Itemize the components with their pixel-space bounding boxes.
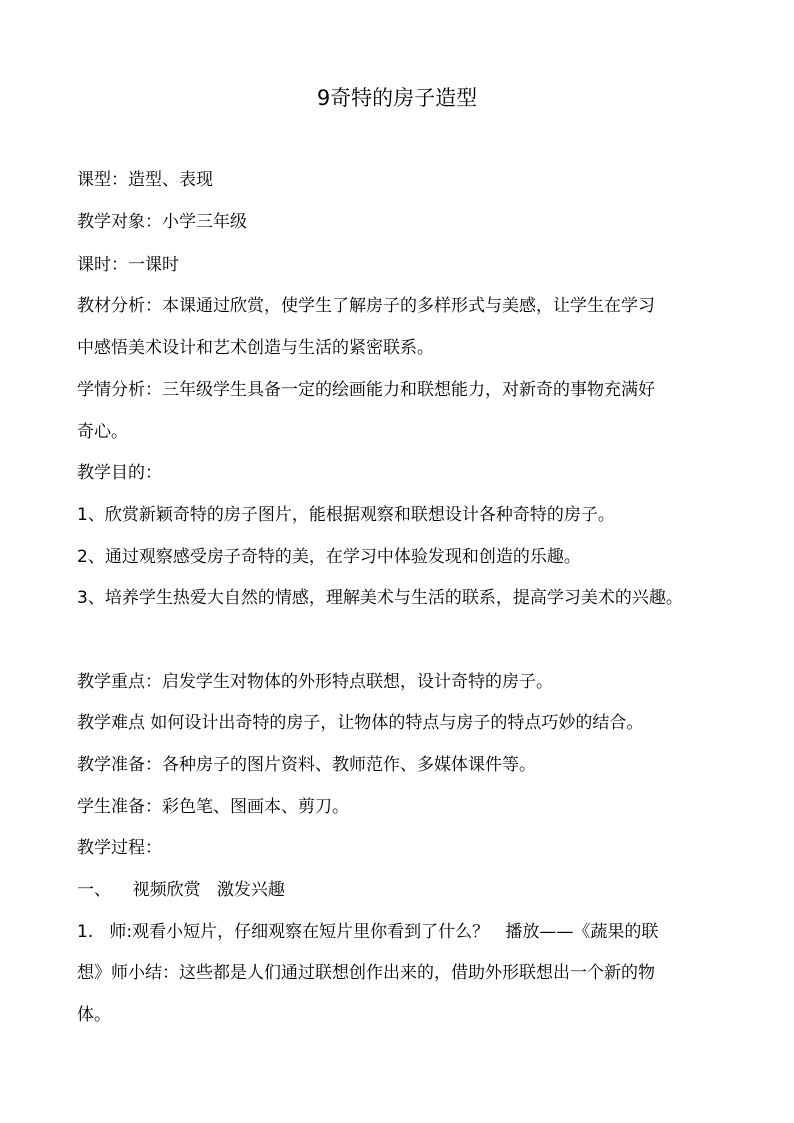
key-point-line: 教学重点：启发学生对物体的外形特点联想，设计奇特的房子。: [77, 672, 553, 692]
document-title: 9奇特的房子造型: [316, 86, 478, 110]
teaching-goals-heading: 教学目的：: [77, 463, 162, 483]
material-analysis-line-1: 教材分析：本课通过欣赏，使学生了解房子的多样形式与美感，让学生在学习: [77, 296, 655, 316]
teacher-prep-line: 教学准备：各种房子的图片资料、教师范作、多媒体课件等。: [77, 755, 536, 775]
difficulty-line: 教学难点 如何设计出奇特的房子，让物体的特点与房子的特点巧妙的结合。: [77, 713, 644, 733]
teaching-process-heading: 教学过程：: [77, 838, 162, 858]
section-one-heading: 一、 视频欣赏 激发兴趣: [77, 880, 285, 900]
teaching-target-line: 教学对象：小学三年级: [77, 212, 247, 232]
material-analysis-line-2: 中感悟美术设计和艺术创造与生活的紧密联系。: [77, 338, 434, 358]
goal-item-2: 2、通过观察感受房子奇特的美，在学习中体验发现和创造的乐趣。: [77, 547, 581, 567]
step-1-line-2: 想》师小结：这些都是人们通过联想创作出来的，借助外形联想出一个新的物: [77, 963, 655, 983]
step-1-line-1: 1. 师:观看小短片，仔细观察在短片里你看到了什么？ 播放——《蔬果的联: [77, 922, 659, 942]
step-1-line-3: 体。: [77, 1005, 111, 1025]
student-analysis-line-1: 学情分析：三年级学生具备一定的绘画能力和联想能力，对新奇的事物充满好: [77, 380, 655, 400]
lesson-type-line: 课型：造型、表现: [77, 170, 213, 190]
class-hours-line: 课时：一课时: [77, 255, 179, 275]
student-prep-line: 学生准备：彩色笔、图画本、剪刀。: [77, 797, 349, 817]
goal-item-3: 3、培养学生热爱大自然的情感，理解美术与生活的联系，提高学习美术的兴趣。: [77, 588, 683, 608]
goal-item-1: 1、欣赏新颖奇特的房子图片，能根据观察和联想设计各种奇特的房子。: [77, 505, 615, 525]
student-analysis-line-2: 奇心。: [77, 422, 128, 442]
